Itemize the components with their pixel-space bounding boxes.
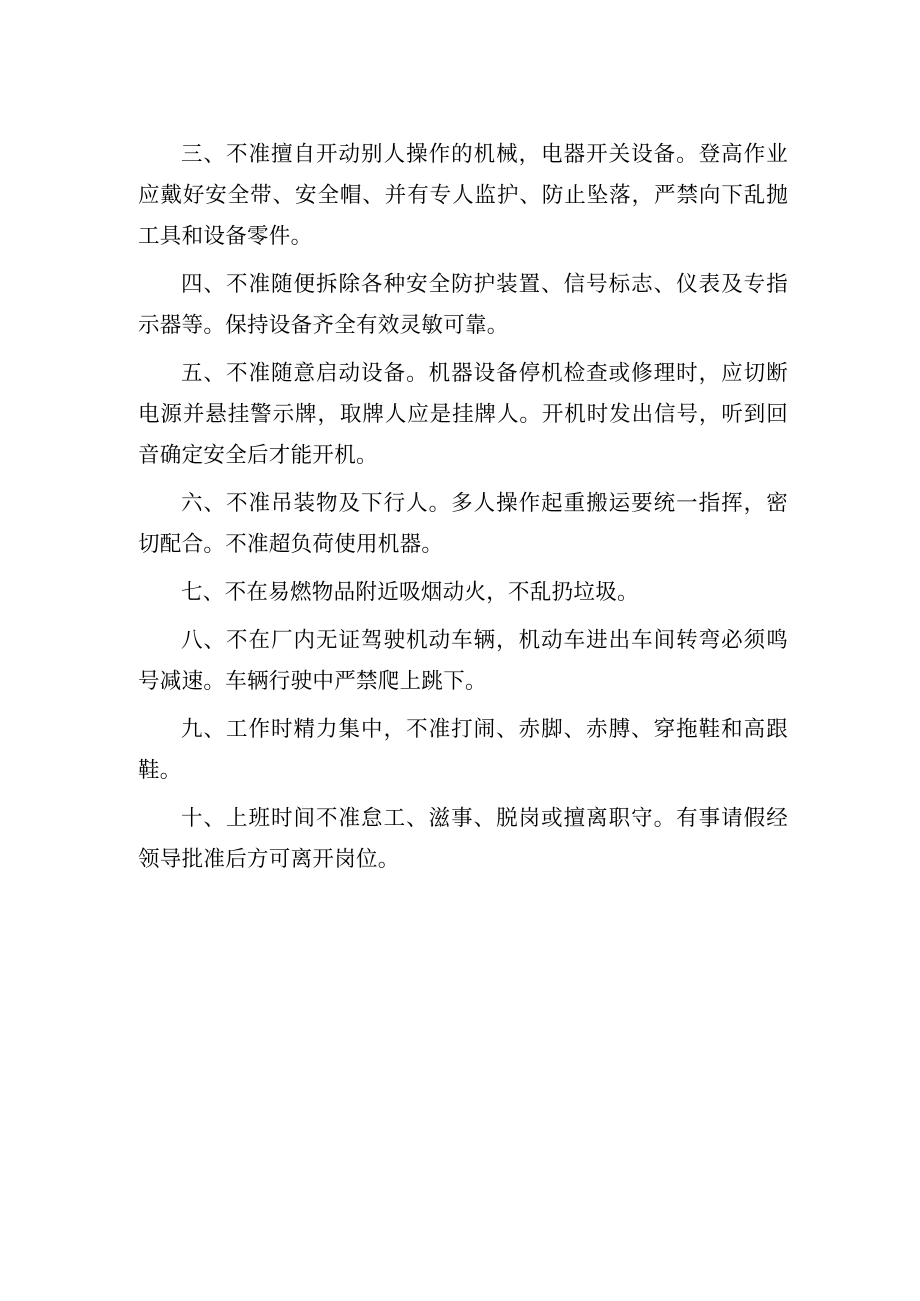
rule-paragraph-8: 八、不在厂内无证驾驶机动车辆，机动车进出车间转弯必须鸣号减速。车辆行驶中严禁爬上跳下。 (138, 628, 788, 694)
rule-paragraph-6: 六、不准吊装物及下行人。多人操作起重搬运要统一指挥，密切配合。不准超负荷使用机器。 (138, 491, 788, 557)
rule-paragraph-5: 五、不准随意启动设备。机器设备停机检查或修理时，应切断电源并悬挂警示牌，取牌人应是挂牌人。开机时发出信号，听到回音确定安全后才能开机。 (138, 361, 788, 468)
document-body (138, 134, 788, 887)
rule-paragraph-7: 七、不在易燃物品附近吸烟动火，不乱扔垃圾。 (181, 580, 639, 605)
rule-paragraph-3: 三、不准擅自开动别人操作的机械，电器开关设备。登高作业应戴好安全带、安全帽、并有专人监护、防止坠落，严禁向下乱抛工具和设备零件。 (138, 142, 788, 249)
rule-paragraph-10: 十、上班时间不准怠工、滋事、脱岗或擅离职守。有事请假经领导批准后方可离开岗位。 (138, 806, 788, 872)
rule-paragraph-9: 九、工作时精力集中，不准打闹、赤脚、赤膊、穿拖鞋和高跟鞋。 (138, 717, 788, 783)
rule-paragraph-4: 四、不准随便拆除各种安全防护装置、信号标志、仪表及专指示器等。保持设备齐全有效灵敏可靠。 (138, 272, 788, 338)
